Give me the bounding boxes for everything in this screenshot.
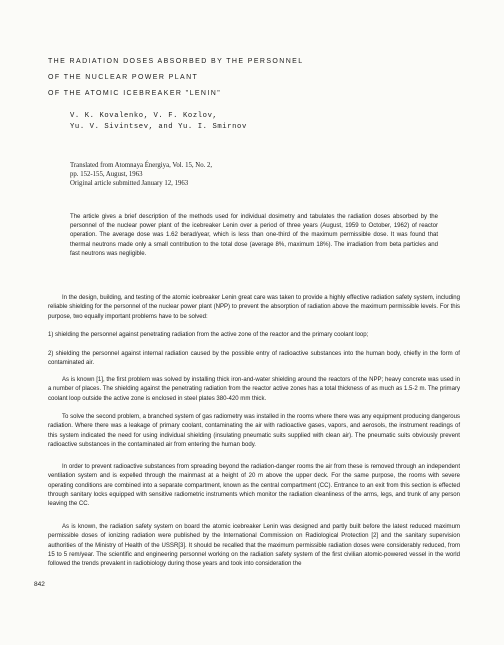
body-paragraph-5: As is known, the radiation safety system on board the atomic icebreaker Lenin was designed and partly built before the latest reduced maximum permissible doses of ionizing radiation were published by the International Commission on Radiological Protection [2] and the sanitary supervision authorities of the Ministry of Health of the USSR[3]. It should be recalled that the maximum permissible radiation doses were considerably reduced, from 15 to 5 rem/year. The scientific and engineering personnel working on the radiation safety system of the first civilian atomic-powered vessel in the world followed the trends prevalent in radiobiology during those years and took into consideration the — [48, 524, 460, 568]
body-list-item-2: 2) shielding the personnel against internal radiation caused by the possible entry of radioactive substances into the human body, chiefly in the form of contaminated air. — [48, 351, 460, 367]
translation-pages: pp. 152-155, August, 1963 — [70, 171, 143, 178]
page-number: 842 — [34, 581, 45, 588]
body-paragraph-1: In the design, building, and testing of the atomic icebreaker Lenin great care was taken to provide a highly effective radiation safety system, including reliable shielding for the personnel of the nuclear power plant (NPP) to prevent the absorption of radiation above the maximum permissible levels. For this purpose, two equally important problems have to be solved: — [48, 295, 460, 320]
submission-date: Original article submitted January 12, 1963 — [70, 180, 189, 187]
article-title-line-1: THE RADIATION DOSES ABSORBED BY THE PERSONNEL — [48, 58, 304, 65]
abstract: The article gives a brief description of the methods used for individual dosimetry and tabulates the radiation doses absorbed by the personnel of the nuclear power plant of the icebreaker Lenin over a period of three years (August, 1959 to October, 1962) of reactor operation. The average dose was 1.62 berad/year, which is less than one-third of the maximum permissible dose. It was found that thermal neutrons made only a small contribution to the total dose (average 8%, maximum 18%). The irradiation from beta particles and fast neutrons was negligible. — [70, 214, 438, 257]
authors-line-2: Yu. V. Sivintsev, and Yu. I. Smirnov — [70, 123, 247, 131]
article-title-line-2: OF THE NUCLEAR POWER PLANT — [48, 74, 199, 81]
article-title-line-3: OF THE ATOMIC ICEBREAKER "LENIN" — [48, 90, 222, 97]
body-paragraph-4: In order to prevent radioactive substances from spreading beyond the radiation-danger rooms the air from these is removed through an independent ventilation system and is expelled through the mainmast at a height of 20 m above the upper deck. For the same purpose, the rooms with severe operating conditions are combined into a separate compartment, known as the central compartment (CC). Entrance to an exit from this section is effected through sanitary locks equipped with sensitive radiometric instruments which monitor the radiation cleanliness of the arms, legs, and trunk of any person leaving the CC. — [48, 464, 460, 508]
body-paragraph-3: To solve the second problem, a branched system of gas radiometry was installed in the rooms where there was any equipment producing dangerous radiation. Where there was a leakage of primary coolant, contaminating the air with radioactive gases, vapors, and aerosols, the instrument readings of this system indicated the need for using individual shielding (insulating pneumatic suits supplied with clean air). The pneumatic suits obviously prevent radioactive substances in the contaminated air from entering the human body. — [48, 414, 460, 448]
body-paragraph-2: As is known [1], the first problem was solved by installing thick iron-and-water shielding around the reactors of the NPP; heavy concrete was used in a number of places. The shielding against the penetrating radiation from the reactor active zones has a total thickness of as much as 1.5-2 m. The primary coolant loop outside the active zone is enclosed in steel plates 380-420 mm thick. — [48, 377, 460, 402]
translation-note — [70, 161, 212, 188]
translation-source: Translated from Atomnaya Énergiya, Vol. 15, No. 2, — [70, 162, 213, 169]
authors-line-1: V. K. Kovalenko, V. F. Kozlov, — [70, 112, 218, 120]
body-list-item-1: 1) shielding the personnel against penetrating radiation from the active zone of the reactor and the primary coolant loop; — [48, 332, 369, 338]
